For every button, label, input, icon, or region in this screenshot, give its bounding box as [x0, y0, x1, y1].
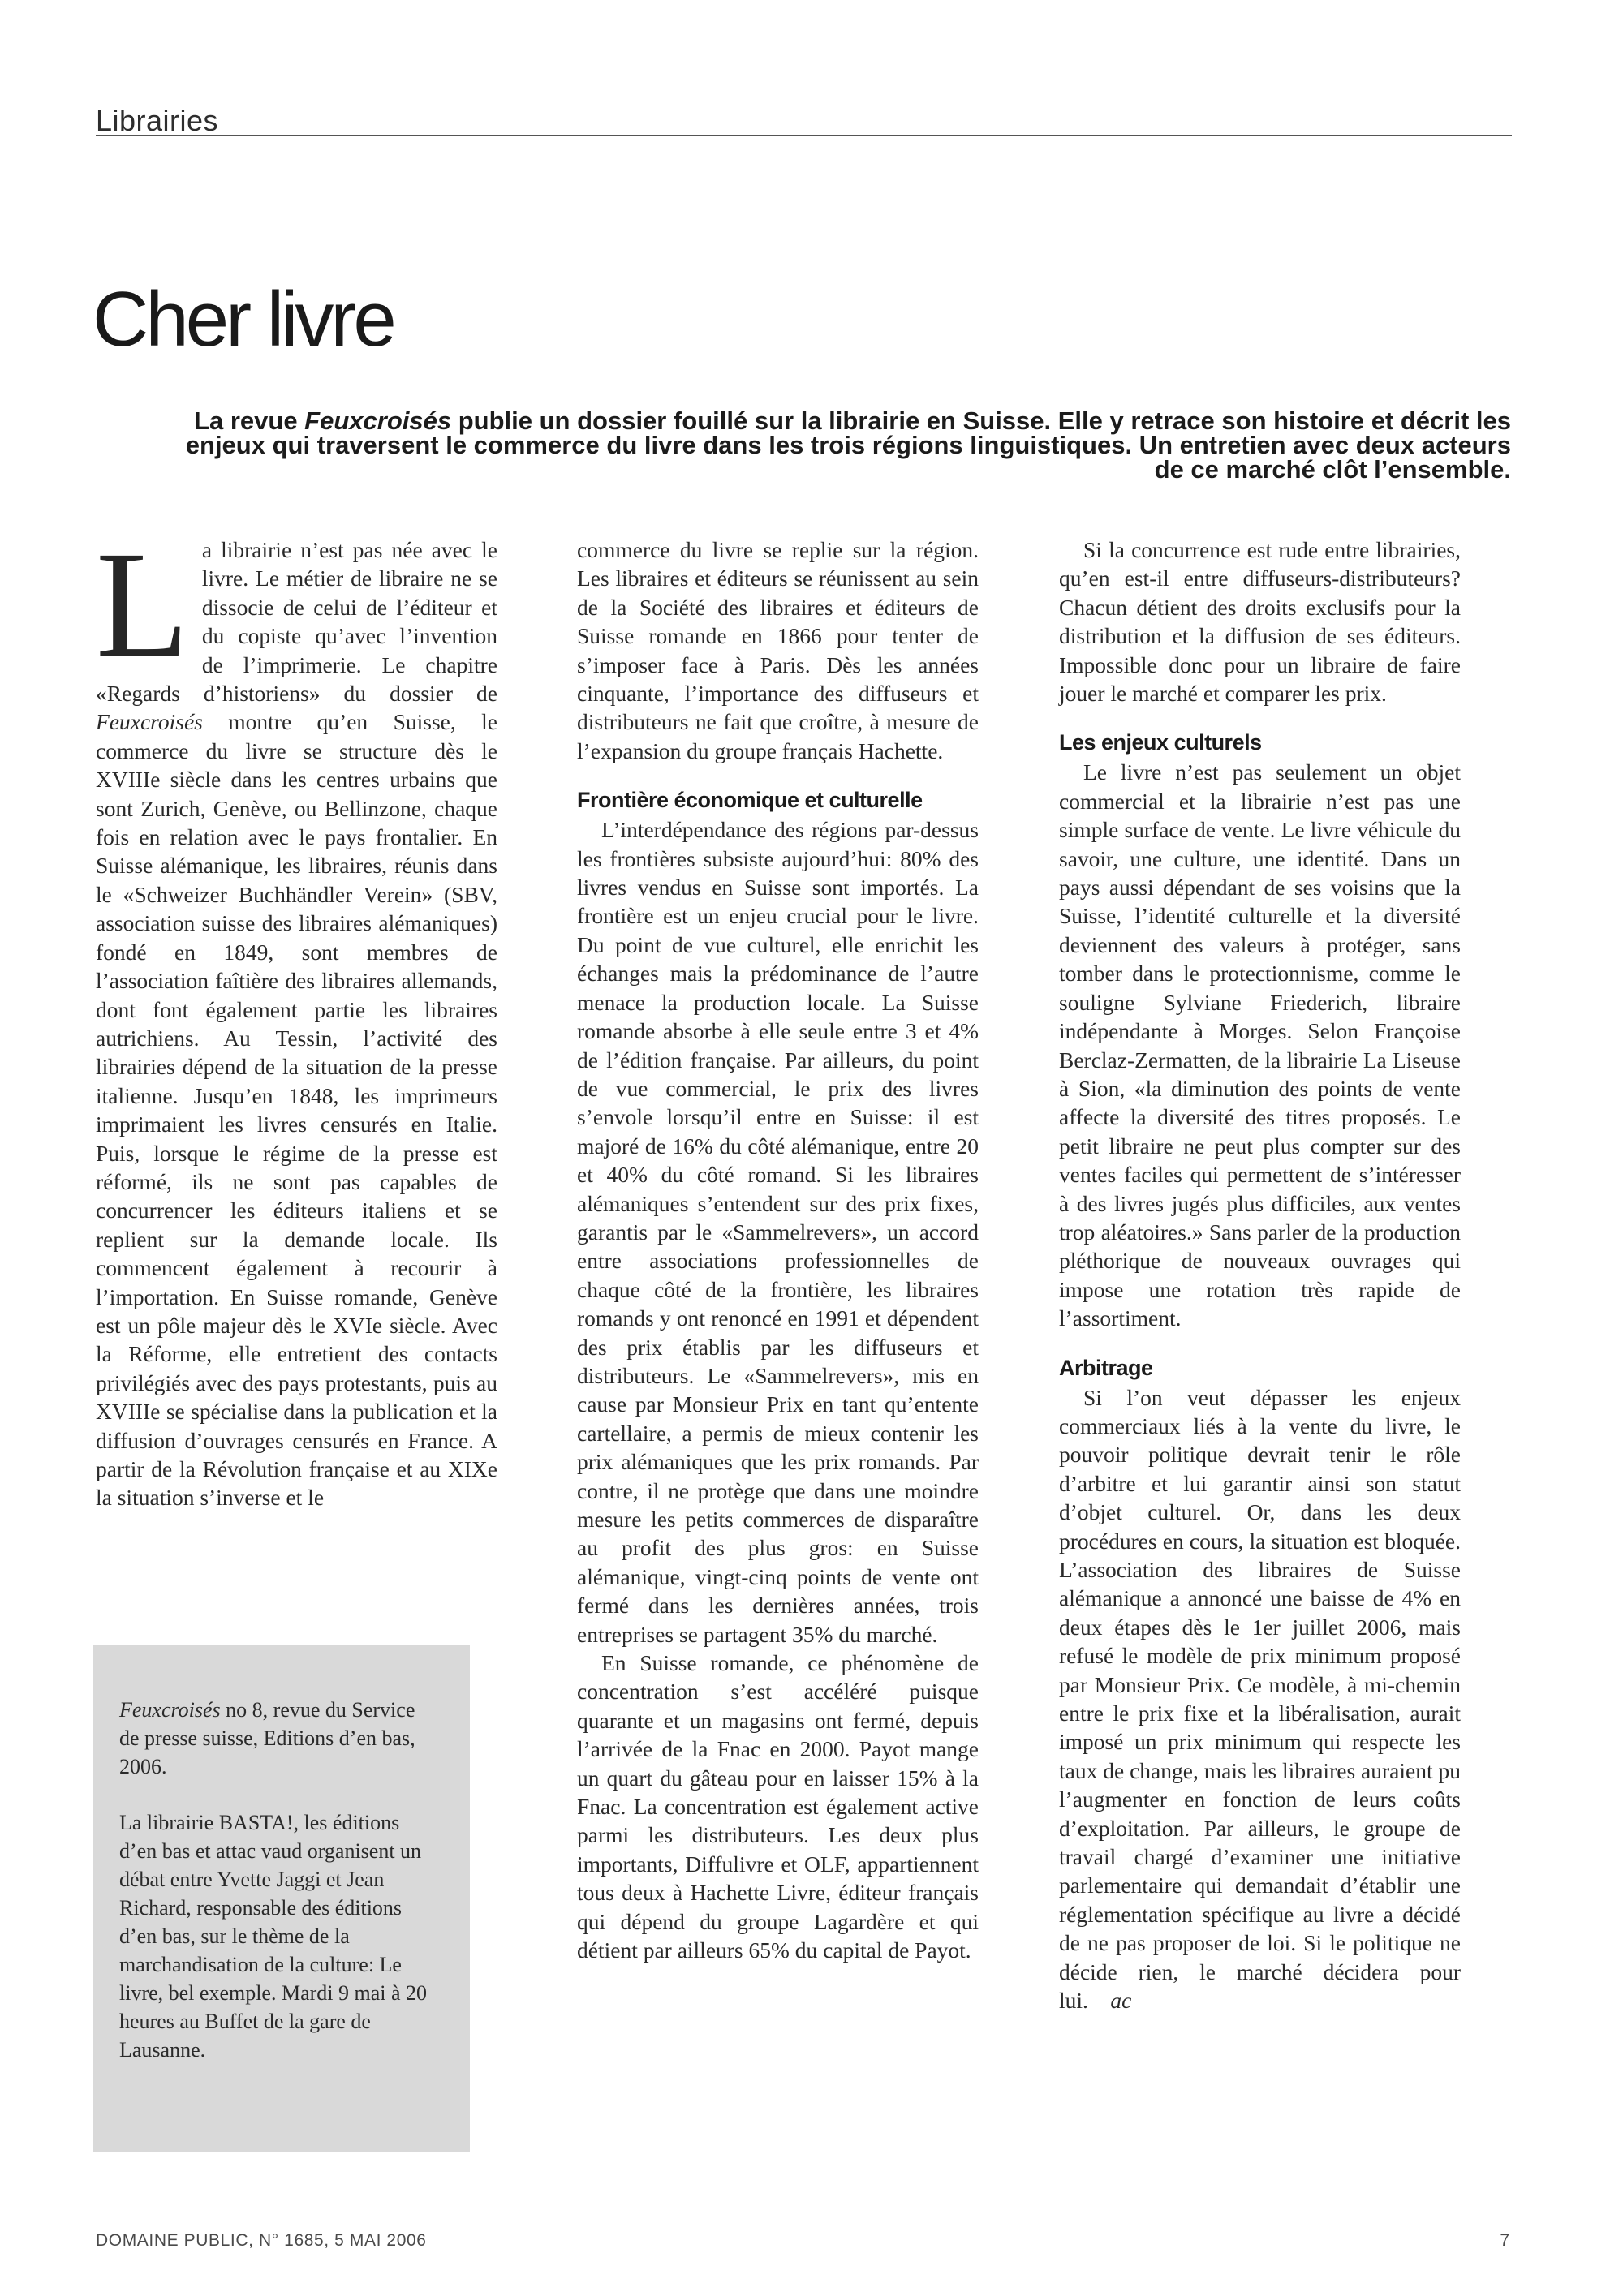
sidebar-journal-name: Feuxcroisés: [119, 1698, 221, 1722]
subheading-enjeux: Les enjeux culturels: [1059, 730, 1262, 755]
section-rule: [96, 135, 1512, 136]
body-journal-name: Feuxcroisés: [96, 709, 203, 735]
body-paragraph-5: Le livre n’est pas seulement un objet commercial et la librairie n’est pas une simple surface de vente. Le livre véhicule du savoir, une culture, une identité. Dans un pays aussi dépendant de ses voisins que la Suisse, l’identité culturelle et la diversité deviennent des valeurs à protéger, sans tomber dans le protectionnisme, comme le souligne Sylviane Friederich, libraire indépendante à Morges. Selon Françoise Berclaz-Zermatten, de la librairie La Liseuse à Sion, «la diminution des points de vente affecte la diversité des titres proposés. Le petit libraire ne peut plus compter sur des ventes faciles qui permettent de s’intéresser à des livres jugés plus difficiles, aux ventes trop aléatoires.» Sans parler de la production pléthorique de nouveaux ouvrages qui impose une rotation très rapide de l’assortiment.: [1059, 759, 1461, 1331]
body-paragraph-1-rest: montre qu’en Suisse, le commerce du livre se structure dès le XVIIIe siècle dans les centres urbains que sont Zurich, Genève, ou Bellinzone, chaque fois en relation avec le pays frontalier. En Suisse alémanique, les libraires, réunis dans le «Schweizer Buchhändler Verein» (SBV, association suisse des libraires alémaniques) fondé en 1849, sont membres de l’association faîtière des libraires allemands, dont font également partie les libraires autrichiens. Au Tessin, l’activité des librairies dépend de la situation de la presse italienne. Jusqu’en 1848, les imprimeurs imprimaient les livres censurés en Italie. Puis, lorsque le régime de la presse est réformé, ils ne sont pas capables de concurrencer les éditeurs italiens et se replient sur la demande locale. Ils commencent également à recourir à l’importation. En Suisse romande, Genève est un pôle majeur dès le XVIe siècle. Avec la Réforme, elle entretient des contacts privilégiés avec des pays protestants, puis au XVIIIe se spécialise dans la publication et la diffusion d’ouvrages censurés en France. A partir de la Révolution française et au XIXe la situation s’inverse et le: [96, 709, 497, 1511]
column-2: [577, 535, 979, 1965]
sidebar-box: [93, 1645, 470, 2152]
body-paragraph-1-continued: commerce du livre se replie sur la région. Les libraires et éditeurs se réunissent au sein de la Société des libraires et éditeurs de Suisse romande en 1866 pour tenter de s’imposer face à Paris. Dès les années cinquante, l’importance des diffuseurs et distributeurs ne fait que croître, à mesure de l’expansion du groupe français Hachette.: [577, 537, 979, 763]
body-paragraph-2: L’interdépendance des régions par-dessus les frontières subsiste aujourd’hui: 80% des livres vendus en Suisse sont importés. La frontière est un enjeu crucial pour le livre. Du point de vue culturel, elle enrichit les échanges mais la prédominance de l’autre menace la production locale. La Suisse romande absorbe à elle seule entre 3 et 4% de l’édition française. Par ailleurs, du point de vue commercial, le prix des livres s’envole lorsqu’il entre en Suisse: il est majoré de 16% du côté alémanique, entre 20 et 40% du côté romand. Si les libraires alémaniques s’entendent sur des prix fixes, garantis par le «Sammelrevers», un accord entre associations professionnelles de chaque côté de la frontière, les libraires romands y ont renoncé en 1991 et dépendent des prix établis par les diffuseurs et distributeurs. Le «Sammelrevers», mis en cause par Monsieur Prix en tant qu’entente cartellaire, a permis de mieux contenir les prix alémaniques que les prix romands. Par contre, il ne protège que dans une moindre mesure les petits commerces de disparaître au profit des plus gros: en Suisse alémanique, vingt-cinq points de vente ont fermé dans les dernières années, trois entreprises se partagent 35% du marché.: [577, 817, 979, 1647]
lead-text-start: La revue: [194, 406, 305, 435]
author-signature: ac: [1110, 1988, 1132, 2014]
subheading-arbitrage: Arbitrage: [1059, 1355, 1153, 1380]
body-paragraph-3: En Suisse romande, ce phénomène de concentration s’est accéléré puisque quarante et un magasins ont fermé, depuis l’arrivée de la Fnac en 2000. Payot mange un quart du gâteau pour en laisser 15% à la Fnac. La concentration est également active parmi les distributeurs. Les deux plus importants, Diffulivre et OLF, appartiennent tous deux à Hachette Livre, éditeur français qui dépend du groupe Lagardère et qui détient par ailleurs 65% du capital de Payot.: [577, 1650, 979, 1963]
column-3: [1059, 535, 1461, 2015]
sidebar-reference-text: no 8, revue du Service de presse suisse, Editions d’en bas, 2006.: [119, 1698, 415, 1778]
body-paragraph-1: [96, 519, 497, 1512]
lead-text-end: publie un dossier fouillé sur la librairie en Suisse. Elle y retrace son histoire et décrit les enjeux qui traversent le commerce du livre dans les trois régions linguistiques. Un entretien avec deux acteurs de ce marché clôt l’ensemble.: [185, 406, 1511, 484]
column-1: [96, 519, 497, 1512]
body-paragraph-6-text: Si l’on veut dépasser les enjeux commerciaux liés à la vente du livre, le pouvoir politique devrait tenir le rôle d’arbitre et lui garantir ainsi son statut d’objet culturel. Or, dans les deux procédures en cours, la situation est bloquée. L’association des libraires de Suisse alémanique a annoncé une baisse de 4% en deux étapes dès le 1er juillet 2006, mais refusé le modèle de prix minimum proposé par Monsieur Prix. Ce modèle, à mi-chemin entre le prix fixe et la libéralisation, aurait imposé un prix minimum qui respecte les taux de change, mais les libraires auraient pu l’augmenter en fonction de leurs coûts d’exploitation. Par ailleurs, le groupe de travail chargé d’examiner une initiative parlementaire qui demandait d’établir une réglementation spécifique au livre a décidé de ne pas proposer de loi. Si le politique ne décide rien, le marché décidera pour lui.: [1059, 1384, 1461, 2014]
article-lead: [162, 406, 1511, 484]
body-paragraph-4: Si la concurrence est rude entre librairies, qu’en est-il entre diffuseurs-distributeurs? Chacun détient des droits exclusifs pour la distribution et la diffusion de ses éditeurs. Impossible donc pour un libraire de faire jouer le marché et comparer les prix.: [1059, 537, 1461, 707]
sidebar-event: La librairie BASTA!, les éditions d’en bas et attac vaud organisent un débat entre Yvette Jaggi et Jean Richard, responsable des éditions d’en bas, sur le thème de la marchandisation de la culture: Le livre, bel exemple. Mardi 9 mai à 20 heures au Buffet de la gare de Lausanne.: [119, 1811, 428, 2062]
page-number: 7: [1500, 2231, 1509, 2250]
footer-publication: DOMAINE PUBLIC, N° 1685, 5 MAI 2006: [96, 2231, 427, 2250]
lead-journal-name: Feuxcroisés: [304, 406, 452, 435]
drop-cap: L: [96, 519, 189, 689]
section-label: Librairies: [96, 104, 219, 137]
body-paragraph-1-start: a librairie n’est pas née avec le livre. Le métier de libraire ne se dissocie de celui de l’éditeur et du copiste qu’avec l’invention de l’imprimerie. Le chapitre «Regards d’historiens» du dossier de: [96, 537, 497, 707]
sidebar-reference: [119, 1696, 437, 1781]
subheading-frontiere: Frontière économique et culturelle: [577, 788, 923, 813]
article-title: Cher livre: [93, 276, 394, 363]
body-paragraph-6: [1059, 1383, 1461, 2015]
